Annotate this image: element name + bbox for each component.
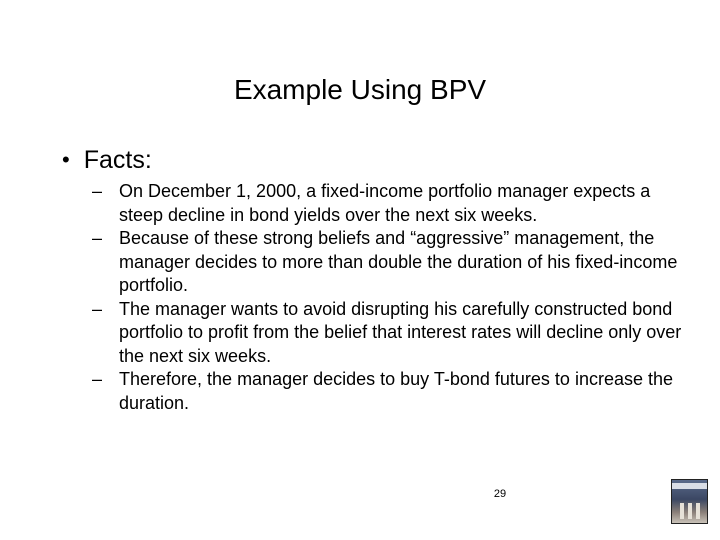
dash-marker: –	[92, 298, 103, 319]
dash-marker: –	[92, 369, 103, 389]
sub-bullet-text: Because of these strong beliefs and “aggressive” management, the manager decides to more than double the duration of his fixed-income portfolio.	[119, 228, 678, 295]
bullet-marker: •	[62, 147, 70, 172]
bullet-text: Facts:	[83, 146, 152, 174]
sub-bullet-item	[92, 227, 682, 298]
book-cover-logo-icon	[671, 479, 708, 524]
sub-bullet-text: On December 1, 2000, a fixed-income portfolio manager expects a steep decline in bond yields over the next six weeks.	[119, 181, 651, 225]
sub-bullet-item	[92, 180, 682, 227]
sub-bullet-list	[92, 180, 682, 415]
dash-marker: –	[92, 228, 103, 248]
page-number: 29	[493, 488, 507, 500]
logo-column	[696, 503, 700, 519]
bullet-facts	[62, 144, 152, 176]
sub-bullet-item	[92, 368, 682, 415]
logo-column	[688, 503, 692, 519]
sub-bullet-text: The manager wants to avoid disrupting his carefully constructed bond portfolio to profit from the belief that interest rates will decline only over the next six weeks.	[119, 298, 682, 366]
logo-column	[680, 503, 684, 519]
sub-bullet-text: Therefore, the manager decides to buy T-bond futures to increase the duration.	[119, 369, 674, 413]
sub-bullet-item	[92, 298, 682, 369]
dash-marker: –	[92, 181, 103, 201]
logo-band	[672, 483, 707, 489]
slide-title: Example Using BPV	[233, 74, 487, 105]
